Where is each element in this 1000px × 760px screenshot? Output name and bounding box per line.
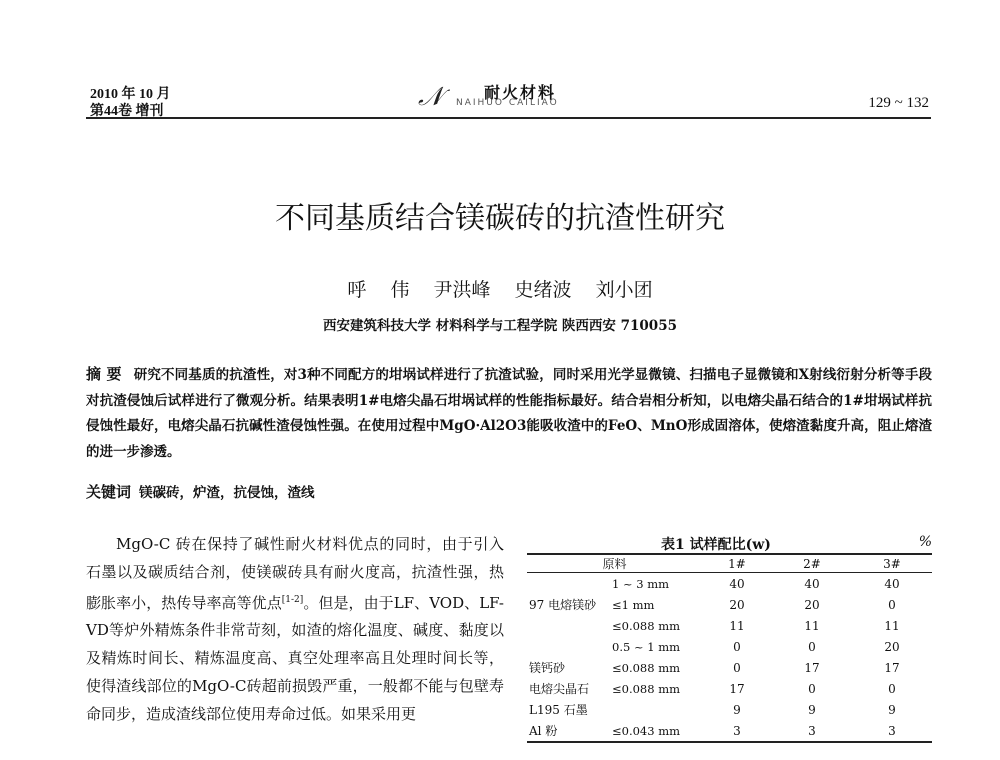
- cell-value: 0: [733, 660, 741, 675]
- cell-value: 3: [808, 723, 816, 738]
- paper-title: 不同基质结合镁碳砖的抗渣性研究: [275, 201, 725, 236]
- row-size: ≤0.088 mm: [612, 681, 681, 696]
- body-text-1: MgO-C 砖在保持了碱性耐火材料优点的同时，由于引入石墨以及碳质结合剂，使镁碳砖具有耐火度高，抗渣性强，热膨胀率小，热传导率高等优点: [86, 535, 504, 612]
- table-row: [527, 720, 932, 742]
- cell-value: 0: [808, 639, 816, 654]
- cell-value: 9: [888, 702, 896, 717]
- col-header-2: 2#: [803, 556, 821, 571]
- table-row: [527, 594, 932, 615]
- row-group: [527, 615, 606, 636]
- cell-value: 11: [729, 618, 745, 633]
- abstract: [86, 362, 932, 465]
- table-row: [527, 636, 932, 657]
- col-header-material: 原料: [602, 557, 627, 571]
- mix-ratio-table: [527, 553, 932, 743]
- cell-value: 20: [729, 597, 745, 612]
- citation: [1-2]: [281, 594, 304, 605]
- cell-value: 0: [733, 639, 741, 654]
- issue-info: [90, 86, 171, 120]
- table-unit: %: [918, 534, 932, 550]
- cell-value: 3: [733, 723, 741, 738]
- logo-n-icon: 𝒩: [418, 82, 443, 112]
- cell-value: 11: [804, 618, 820, 633]
- row-size: 0.5 ~ 1 mm: [612, 639, 681, 654]
- table-row: [527, 573, 932, 595]
- cell-value: 3: [888, 723, 896, 738]
- cell-value: 17: [804, 660, 820, 675]
- cell-value: 17: [729, 681, 745, 696]
- cell-value: 40: [884, 576, 900, 591]
- table-row: [527, 615, 932, 636]
- row-group: 电熔尖晶石: [529, 682, 590, 696]
- cell-value: 0: [808, 681, 816, 696]
- keywords-label: 关键词: [86, 483, 132, 501]
- header-rule: [86, 117, 931, 119]
- keywords-text: 镁碳砖，炉渣，抗侵蚀，渣线: [139, 485, 315, 501]
- body-text-2: 。但是，由于LF、VOD、LF-VD等炉外精炼条件非常苛刻，如渣的熔化温度、碱度、黏度以及精炼时间长、精炼温度高、真空处理率高且处理时间长等，使得渣线部位的MgO-C砖超前损毁严重，一般都不能与包壁寿命同步，造成渣线部位使用寿命过低。如果采用更: [86, 593, 504, 723]
- authors: 呼 伟 尹洪峰 史绪波 刘小团: [347, 279, 653, 301]
- row-group: 97 电熔镁砂: [529, 598, 597, 612]
- cell-value: 40: [804, 576, 820, 591]
- cell-value: 40: [729, 576, 745, 591]
- abstract-label: 摘 要: [86, 365, 122, 383]
- row-size: [606, 699, 702, 720]
- cell-value: 11: [884, 618, 900, 633]
- cell-value: 17: [884, 660, 900, 675]
- col-header-3: 3#: [883, 556, 901, 571]
- table-row: [527, 657, 932, 678]
- issue-date: 2010 年 10 月: [90, 87, 171, 102]
- col-header-1: 1#: [728, 556, 746, 571]
- table-row: [527, 678, 932, 699]
- row-group: [527, 636, 606, 657]
- journal-latin: NAIHUO CAILIAO: [456, 98, 559, 108]
- issue-volume: 第44卷 增刊: [90, 104, 164, 119]
- page-range: 129 ~ 132: [868, 95, 929, 111]
- row-size: ≤0.088 mm: [612, 660, 681, 675]
- cell-value: 0: [888, 681, 896, 696]
- row-size: 1 ~ 3 mm: [612, 576, 670, 591]
- cell-value: 9: [808, 702, 816, 717]
- cell-value: 20: [804, 597, 820, 612]
- table-row: [527, 699, 932, 720]
- keywords: [86, 481, 932, 502]
- abstract-text: 研究不同基质的抗渣性，对3种不同配方的坩埚试样进行了抗渣试验，同时采用光学显微镜、扫描电子显微镜和X射线衍射分析等手段对抗渣侵蚀后试样进行了微观分析。结果表明1#电熔尖晶石坩埚试样的性能指标最好。结合岩相分析知，以电熔尖晶石结合的1#坩埚试样抗侵蚀性最好，电熔尖晶石抗碱性渣侵蚀性强。在使用过程中MgO·Al2O3能吸收渣中的FeO、MnO形成固溶体，使熔渣黏度升高，阻止熔渣的进一步渗透。: [86, 367, 932, 460]
- body-paragraph: [86, 531, 504, 729]
- row-group: [527, 573, 606, 595]
- journal-logo: [418, 80, 588, 110]
- cell-value: 20: [884, 639, 900, 654]
- row-group: 镁钙砂: [529, 661, 566, 675]
- cell-value: 9: [733, 702, 741, 717]
- row-group: L195 石墨: [529, 703, 588, 717]
- row-group: Al 粉: [529, 724, 558, 738]
- row-size: ≤1 mm: [612, 597, 655, 612]
- cell-value: 0: [888, 597, 896, 612]
- row-size: ≤0.043 mm: [612, 723, 681, 738]
- table-header-row: [527, 554, 932, 573]
- table-title: 表1 试样配比(w): [661, 537, 771, 553]
- row-size: ≤0.088 mm: [612, 618, 681, 633]
- affiliation: 西安建筑科技大学 材料科学与工程学院 陕西西安 710055: [323, 318, 677, 334]
- journal-name: 耐火材料: [484, 83, 557, 102]
